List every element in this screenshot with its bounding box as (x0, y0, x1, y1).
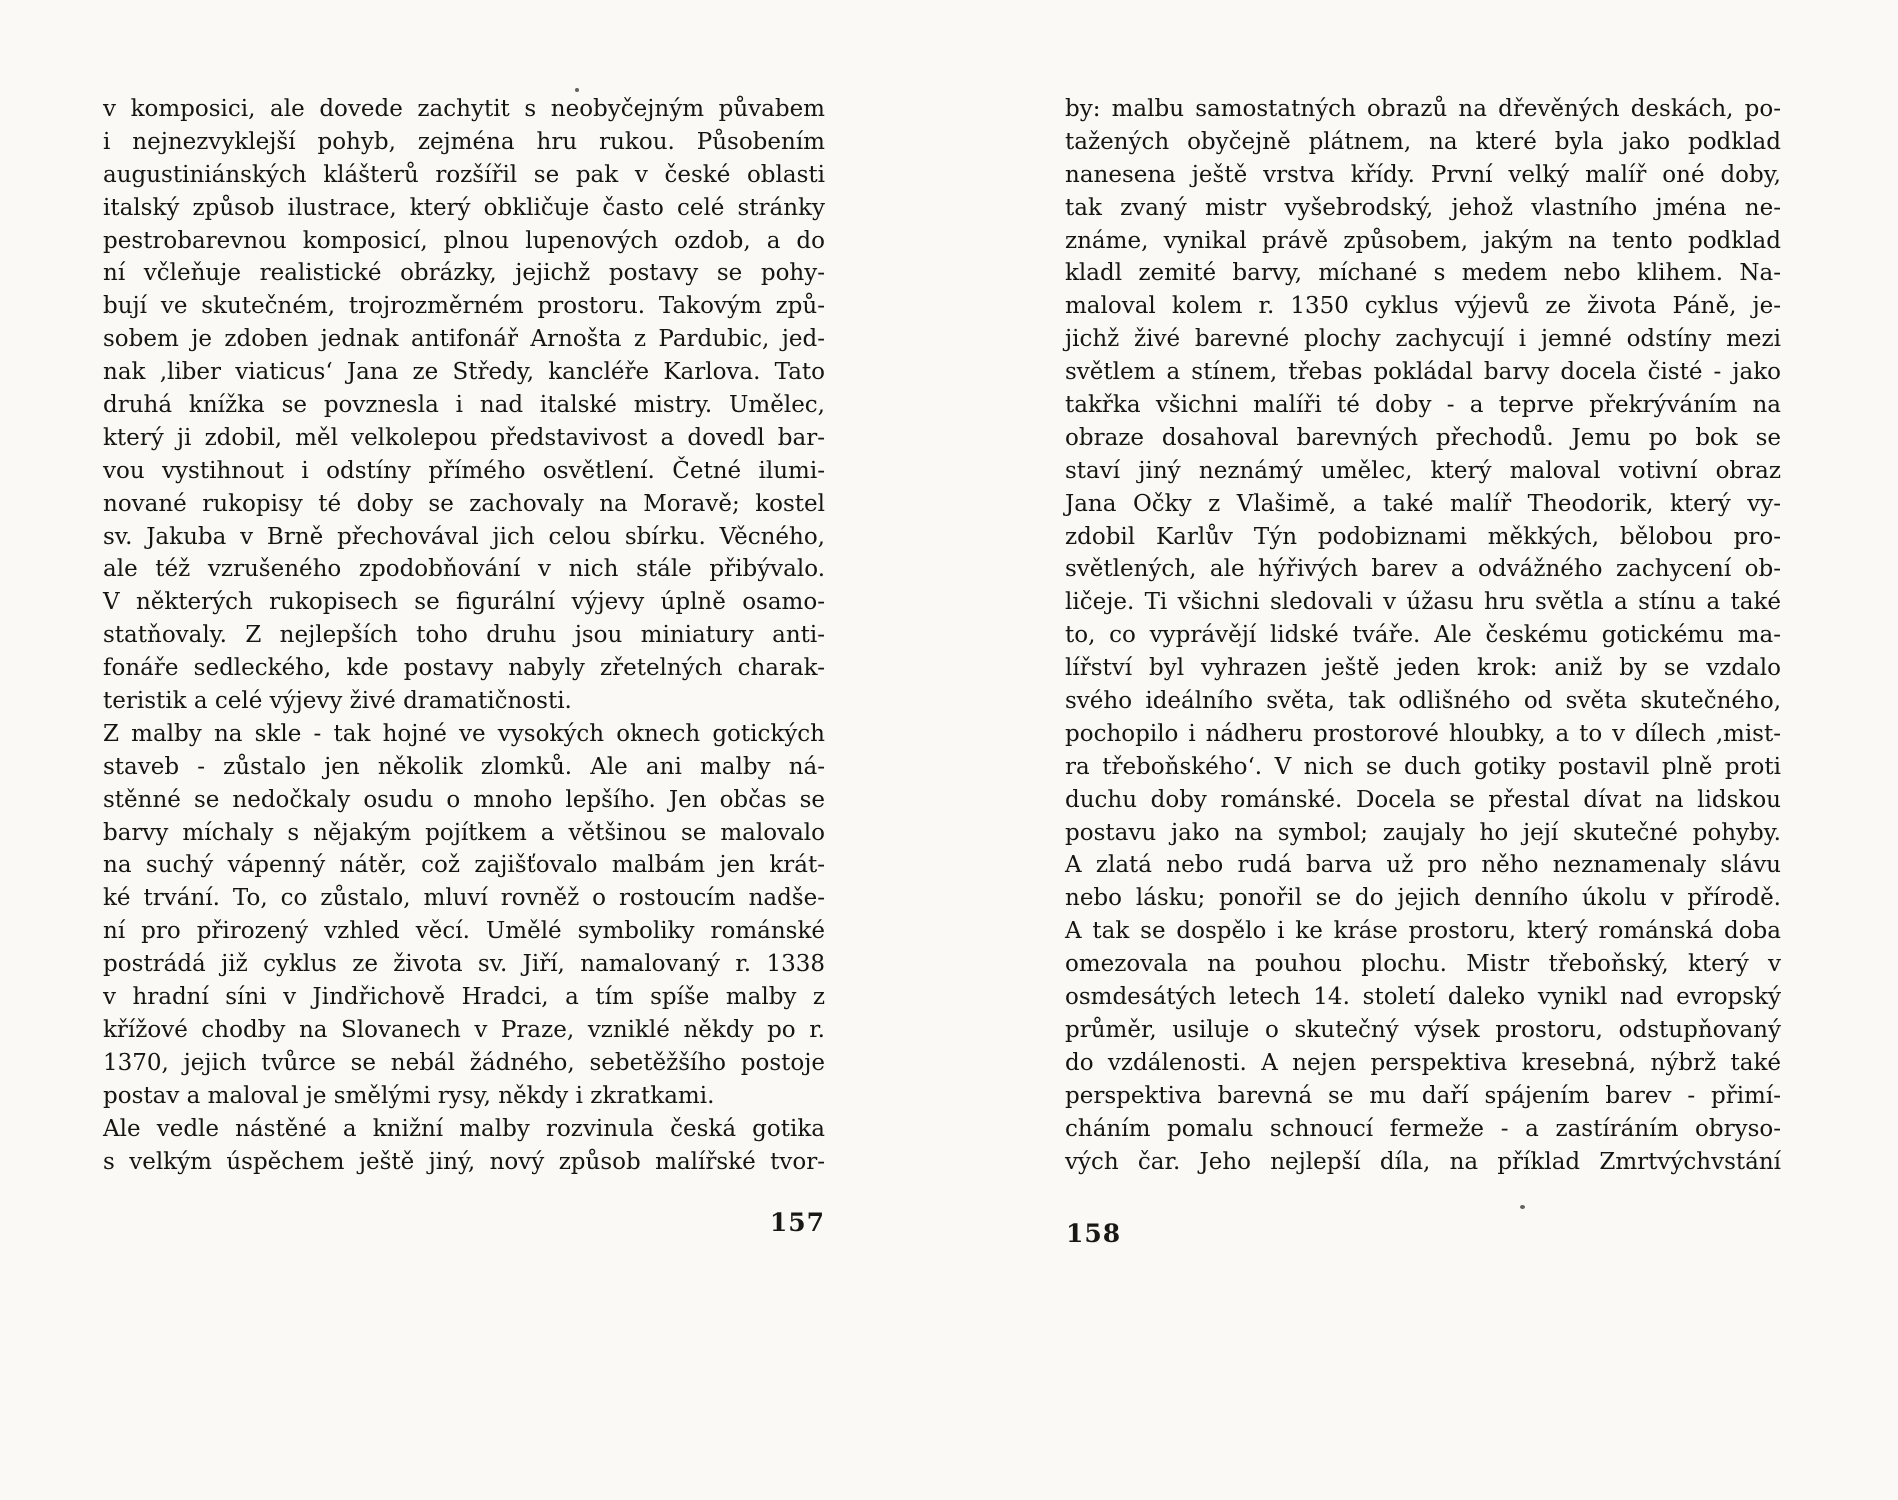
text-line: světlených, ale hýřivých barev a odvážného zachycení ob- (1065, 556, 1781, 583)
text-line: postav a maloval je smělými rysy, někdy i zkratkami. (103, 1082, 715, 1109)
text-line: lířství byl vyhrazen ještě jeden krok: aniž by se vzdalo (1065, 655, 1781, 682)
text-line: nak ‚liber viaticus‘ Jana ze Středy, kancléře Karlova. Tato (103, 359, 825, 386)
page-158-text-block (1065, 93, 1781, 1178)
text-line: ličeje. Ti všichni sledovali v úžasu hru světla a stínu a také (1065, 589, 1781, 616)
text-line: v komposici, ale dovede zachytit s neobyčejným půvabem (103, 96, 825, 122)
page-number-157: 157 (769, 1208, 825, 1237)
text-line: který ji zdobil, měl velkolepou představivost a dovedl bar- (103, 424, 825, 451)
text-line: takřka všichni malíři té doby - a teprve překrýváním na (1065, 392, 1781, 419)
text-line: 1370, jejich tvůrce se nebál žádného, sebetěžšího postoje (103, 1049, 825, 1076)
text-line: nanesena ještě vrstva křídy. První velký malíř oné doby, (1065, 161, 1781, 188)
text-line: by: malbu samostatných obrazů na dřevěných deskách, po- (1065, 96, 1781, 122)
text-line: nebo lásku; ponořil se do jejich denního úkolu v přírodě. (1065, 885, 1781, 912)
text-line: průměr, usiluje o skutečný výsek prostoru, odstupňovaný (1065, 1016, 1781, 1043)
text-line: postavu jako na symbol; zaujaly ho její skutečné pohyby. (1065, 819, 1781, 846)
text-line: postrádá již cyklus ze života sv. Jiří, namalovaný r. 1338 (103, 951, 825, 978)
text-line: pestrobarevnou komposicí, plnou lupenových ozdob, a do (103, 227, 825, 254)
text-line: Jana Očky z Vlašimě, a také malíř Theodorik, který vy- (1065, 490, 1781, 517)
text-line: sv. Jakuba v Brně přechovával jich celou sbírku. Věcného, (103, 523, 825, 550)
text-line: Z malby na skle - tak hojné ve vysokých oknech gotických (103, 720, 825, 747)
text-line: druhá knížka se povznesla i nad italské mistry. Umělec, (103, 392, 825, 419)
text-line: perspektiva barevná se mu daří spájením barev - přimí- (1065, 1082, 1781, 1109)
text-line: augustiniánských klášterů rozšířil se pak v české oblasti (103, 161, 825, 188)
text-line: do vzdálenosti. A nejen perspektiva kresebná, nýbrž také (1065, 1049, 1781, 1076)
text-line: ale též vzrušeného zpodobňování v nich stále přibývalo. (103, 556, 825, 583)
text-line: tak zvaný mistr vyšebrodský, jehož vlastního jména ne- (1065, 194, 1781, 221)
text-line: duchu doby románské. Docela se přestal dívat na lidskou (1065, 786, 1781, 813)
scan-speck (1520, 1205, 1525, 1209)
text-line: tažených obyčejně plátnem, na které byla jako podklad (1065, 128, 1781, 155)
text-line: kladl zemité barvy, míchané s medem nebo klihem. Na- (1065, 260, 1781, 287)
text-line: cháním pomalu schnoucí fermeže - a zastíráním obryso- (1065, 1115, 1781, 1142)
text-line: světlem a stínem, třebas pokládal barvy docela čisté - jako (1065, 359, 1781, 386)
text-line: v hradní síni v Jindřichově Hradci, a tím spíše malby z (103, 984, 825, 1011)
text-line: sobem je zdoben jednak antifonář Arnošta z Pardubic, jed- (103, 326, 825, 353)
text-line: jichž živé barevné plochy zachycují i jemné odstíny mezi (1065, 326, 1781, 353)
page-157-text-block (103, 93, 825, 1178)
text-line: teristik a celé výjevy živé dramatičnosti. (103, 688, 572, 715)
text-line: staví jiný neznámý umělec, který maloval votivní obraz (1065, 457, 1781, 484)
text-line: pochopilo i nádheru prostorové hloubky, a to v dílech ‚mist- (1065, 720, 1781, 747)
text-line: s velkým úspěchem ještě jiný, nový způsob malířské tvor- (103, 1148, 825, 1175)
scan-speck (575, 88, 579, 92)
text-line: nované rukopisy té doby se zachovaly na Moravě; kostel (103, 490, 825, 517)
page-number-158: 158 (1066, 1219, 1122, 1248)
text-line: na suchý vápenný nátěr, což zajišťovalo malbám jen krát- (103, 852, 825, 879)
text-line: statňovaly. Z nejlepších toho druhu jsou miniatury anti- (103, 622, 825, 649)
text-line: omezovala na pouhou plochu. Mistr třeboňský, který v (1065, 951, 1781, 978)
text-line: vou vystihnout i odstíny přímého osvětlení. Četné ilumi- (103, 457, 825, 484)
text-line: i nejnezvyklejší pohyb, zejména hru rukou. Působením (103, 128, 825, 155)
text-line: obraze dosahoval barevných přechodů. Jemu po bok se (1065, 424, 1781, 451)
text-line: zdobil Karlův Týn podobiznami měkkých, bělobou pro- (1065, 523, 1781, 550)
text-line: to, co vyprávějí lidské tváře. Ale českému gotickému ma- (1065, 622, 1781, 649)
text-line: staveb - zůstalo jen několik zlomků. Ale ani malby ná- (103, 753, 825, 780)
text-line: křížové chodby na Slovanech v Praze, vzniklé někdy po r. (103, 1016, 825, 1043)
text-line: A zlatá nebo rudá barva už pro něho neznamenaly slávu (1065, 852, 1781, 879)
text-line: osmdesátých letech 14. století daleko vynikl nad evropský (1065, 984, 1781, 1011)
text-line: V některých rukopisech se figurální výjevy úplně osamo- (103, 589, 825, 616)
text-line: barvy míchaly s nějakým pojítkem a většinou se malovalo (103, 819, 825, 846)
text-line: fonáře sedleckého, kde postavy nabyly zřetelných charak- (103, 655, 825, 682)
text-line: maloval kolem r. 1350 cyklus výjevů ze života Páně, je- (1065, 293, 1781, 320)
text-line: stěnné se nedočkaly osudu o mnoho lepšího. Jen občas se (103, 786, 825, 813)
text-line: bují ve skutečném, trojrozměrném prostoru. Takovým způ- (103, 293, 825, 320)
text-line: svého ideálního světa, tak odlišného od světa skutečného, (1065, 688, 1781, 715)
text-line: ké trvání. To, co zůstalo, mluví rovněž o rostoucím nadše- (103, 885, 825, 912)
text-line: Ale vedle nástěné a knižní malby rozvinula česká gotika (103, 1115, 825, 1142)
text-line: ní pro přirozený vzhled věcí. Umělé symboliky románské (103, 918, 825, 945)
text-line: vých čar. Jeho nejlepší díla, na příklad Zmrtvýchvstání (1065, 1148, 1781, 1175)
text-line: ní včleňuje realistické obrázky, jejichž postavy se pohy- (103, 260, 825, 287)
text-line: A tak se dospělo i ke kráse prostoru, který románská doba (1065, 918, 1781, 945)
text-line: italský způsob ilustrace, který obkličuje často celé stránky (103, 194, 825, 221)
text-line: ra třeboňského‘. V nich se duch gotiky postavil plně proti (1065, 753, 1781, 780)
text-line: známe, vynikal právě způsobem, jakým na tento podklad (1065, 227, 1781, 254)
